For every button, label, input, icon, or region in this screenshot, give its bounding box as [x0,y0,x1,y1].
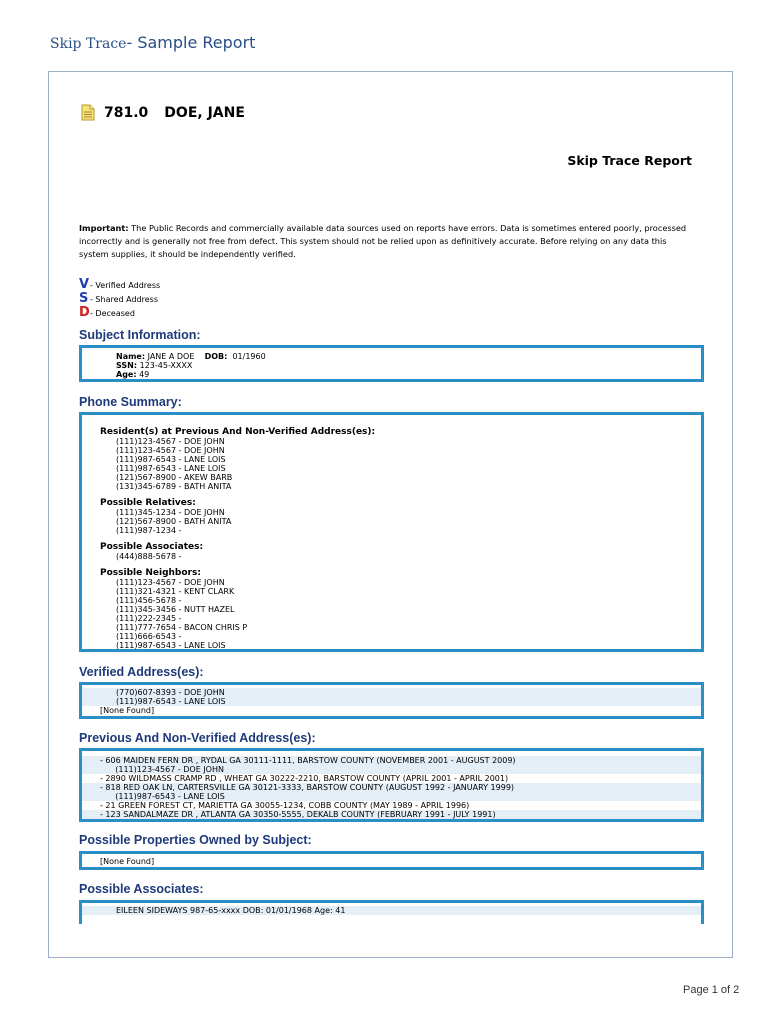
phone-line: (121)567-8900 - AKEW BARB [116,473,233,482]
relatives-label: Possible Relatives: [100,498,196,508]
phone-content [100,427,690,650]
subject-lines [116,352,266,379]
section-heading-previous: Previous And Non-Verified Address(es): [79,731,316,745]
report-number: 781.0 [104,104,149,121]
important-notice [79,222,694,261]
legend-deceased [79,306,160,320]
address-line: - 606 MAIDEN FERN DR , RYDAL GA 30111-1111, BARSTOW COUNTY (NOVEMBER 2001 - AUGUST 2009) [82,756,701,765]
name-value: JANE A DOE [147,352,195,361]
phone-line: (111)345-1234 - DOE JOHN [116,508,225,517]
relatives-list [100,508,690,535]
verified-box [79,682,704,719]
section-heading-verified: Verified Address(es): [79,665,204,679]
none-found: [None Found] [100,706,155,715]
address-line: - 818 RED OAK LN, CARTERSVILLE GA 30121-3333, BARSTOW COUNTY (AUGUST 1992 - JANUARY 1999) [82,783,701,792]
phone-line: (111)987-1234 - [116,526,182,535]
phone-line: (111)666-6543 - [116,632,182,641]
associates-list [100,552,690,561]
associate-line: EILEEN SIDEWAYS 987-65-xxxx DOB: 01/01/1968 Age: 41 [82,906,701,915]
section-heading-subject: Subject Information: [79,328,201,342]
phone-line: (131)345-6789 - BATH ANITA [116,482,232,491]
legend-letter: S [79,291,89,306]
neighbors-list [100,578,690,650]
properties-none-found: [None Found] [100,857,155,866]
subject-box [79,345,704,382]
associates-box [79,900,704,924]
verified-lines [82,688,701,715]
legend-text: - Verified Address [90,281,161,290]
verified-line: (770)607-8393 - DOE JOHN [82,688,701,697]
document-title [50,33,255,52]
phone-line: (111)222-2345 - [116,614,182,623]
ssn-value: 123-45-XXXX [139,361,193,370]
legend-letter: D [79,305,90,320]
legend [79,278,160,320]
legend-text: - Deceased [90,309,135,318]
name-label: Name: [116,352,146,361]
phone-line: (121)567-8900 - BATH ANITA [116,517,232,526]
section-heading-phone: Phone Summary: [79,395,182,409]
legend-letter: V [79,277,90,292]
document-icon [81,104,95,121]
phone-line: (111)123-4567 - DOE JOHN [116,437,225,446]
phone-line: (111)777-7654 - BACON CHRIS P [116,623,248,632]
title-rest: - Sample Report [126,33,256,52]
dob-value: 01/1960 [232,352,266,361]
report-header [81,104,245,121]
address-line: (111)123-4567 - DOE JOHN [82,765,701,774]
phone-line: (111)123-4567 - DOE JOHN [116,446,225,455]
subject-name: DOE, JANE [164,104,245,121]
residents-label: Resident(s) at Previous And Non-Verified Address(es): [100,427,376,437]
report-type: Skip Trace Report [567,153,692,168]
important-text: The Public Records and commercially available data sources used on reports have errors. Data is sometimes entered poorly, processed incorrectly and is generally not free from defect. This system should not be relied upon as definitively accurate. Before relying on any data this system supplies, it should be independently verified. [79,223,687,259]
title-brand: Skip Trace [50,36,127,52]
page-number: Page 1 of 2 [683,984,740,996]
phone-line: (111)321-4321 - KENT CLARK [116,587,235,596]
address-line: - 123 SANDALMAZE DR , ATLANTA GA 30350-5555, DEKALB COUNTY (FEBRUARY 1991 - JULY 1991) [82,810,701,819]
neighbors-label: Possible Neighbors: [100,568,201,578]
residents-list [100,437,690,491]
dob-label: DOB: [204,352,228,361]
section-heading-properties: Possible Properties Owned by Subject: [79,833,312,847]
verified-line: (111)987-6543 - LANE LOIS [82,697,701,706]
phone-line: (111)123-4567 - DOE JOHN [116,578,225,587]
ssn-label: SSN: [116,361,138,370]
phone-line: (111)987-6543 - LANE LOIS [116,464,226,473]
section-heading-associates: Possible Associates: [79,882,204,896]
phone-line: (111)987-6543 - LANE LOIS [116,455,226,464]
address-line: - 21 GREEN FOREST CT, MARIETTA GA 30055-1234, COBB COUNTY (MAY 1989 - APRIL 1996) [100,801,470,810]
phone-line: (444)888-5678 - [116,552,182,561]
phone-line: (111)456-5678 - [116,596,182,605]
properties-box [79,851,704,870]
phone-line: (111)987-6543 - LANE LOIS [116,641,226,650]
address-line: (111)987-6543 - LANE LOIS [82,792,701,801]
legend-text: - Shared Address [90,295,158,304]
phone-box [79,412,704,652]
legend-shared [79,292,160,306]
associates-label: Possible Associates: [100,542,204,552]
phone-line: (111)345-3456 - NUTT HAZEL [116,605,235,614]
previous-lines [82,756,701,819]
important-label: Important: [79,223,129,233]
address-line: - 2890 WILDMASS CRAMP RD , WHEAT GA 30222-2210, BARSTOW COUNTY (APRIL 2001 - APRIL 2001) [100,774,509,783]
previous-box [79,748,704,822]
age-label: Age: [116,370,137,379]
age-value: 49 [139,370,150,379]
legend-verified [79,278,160,292]
